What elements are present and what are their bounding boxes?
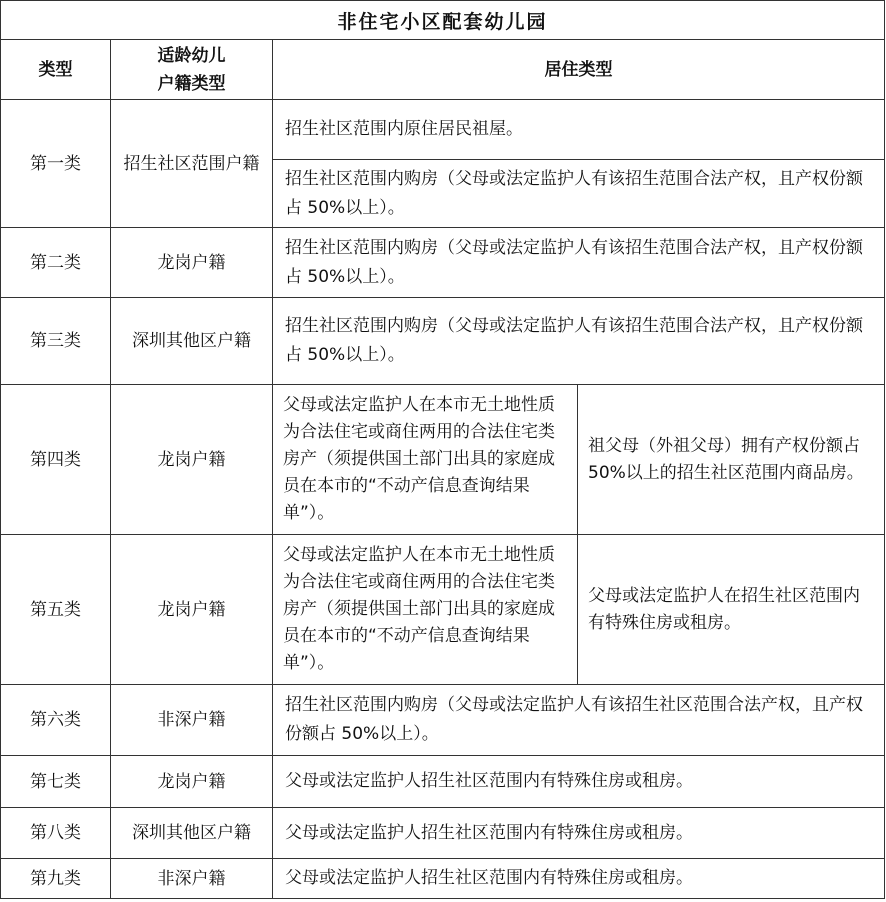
row-type: 第九类: [1, 859, 111, 899]
table-row: [1, 298, 885, 385]
row-residence: 父母或法定监护人招生社区范围内有特殊住房或租房。: [273, 756, 885, 808]
row-residence: 招生社区范围内购房（父母或法定监护人有该招生范围合法产权，且产权份额占 50%以上）。: [273, 298, 885, 385]
header-household: 适龄幼儿 户籍类型: [111, 40, 273, 100]
row-type: 第一类: [1, 100, 111, 228]
row-residence-right: 父母或法定监护人在招生社区范围内有特殊住房或租房。: [578, 535, 885, 685]
table-row: [1, 385, 885, 535]
table-title: 非住宅小区配套幼儿园: [1, 1, 885, 40]
row-household: 非深户籍: [111, 685, 273, 756]
row-household: 深圳其他区户籍: [111, 298, 273, 385]
row-residence: 招生社区范围内购房（父母或法定监护人有该招生社区范围合法产权，且产权份额占 50%以上）。: [273, 685, 885, 756]
row-type: 第五类: [1, 535, 111, 685]
table-row: [1, 685, 885, 756]
table-row: [1, 228, 885, 298]
row-household: 龙岗户籍: [111, 385, 273, 535]
row-household: 龙岗户籍: [111, 535, 273, 685]
row-type: 第六类: [1, 685, 111, 756]
table-row: [1, 100, 885, 160]
row-household: 深圳其他区户籍: [111, 808, 273, 859]
row-type: 第二类: [1, 228, 111, 298]
row-residence-left: 父母或法定监护人在本市无土地性质为合法住宅或商住两用的合法住宅类房产（须提供国土部门出具的家庭成员在本市的“不动产信息查询结果单”）。: [273, 385, 578, 535]
table-row: [1, 859, 885, 899]
row-residence: 父母或法定监护人招生社区范围内有特殊住房或租房。: [273, 859, 885, 899]
row-household: 招生社区范围户籍: [111, 100, 273, 228]
row-residence: 招生社区范围内原住居民祖屋。: [273, 100, 885, 160]
title-row: [1, 1, 885, 40]
row-type: 第四类: [1, 385, 111, 535]
table-row: [1, 535, 885, 685]
row-household: 龙岗户籍: [111, 756, 273, 808]
table-row: [1, 756, 885, 808]
row-household: 龙岗户籍: [111, 228, 273, 298]
row-residence: 招生社区范围内购房（父母或法定监护人有该招生范围合法产权，且产权份额占 50%以上）。: [273, 160, 885, 228]
header-type: 类型: [1, 40, 111, 100]
row-residence-right: 祖父母（外祖父母）拥有产权份额占 50%以上的招生社区范围内商品房。: [578, 385, 885, 535]
row-residence-left: 父母或法定监护人在本市无土地性质为合法住宅或商住两用的合法住宅类房产（须提供国土部门出具的家庭成员在本市的“不动产信息查询结果单”）。: [273, 535, 578, 685]
table-row: [1, 808, 885, 859]
row-residence: 父母或法定监护人招生社区范围内有特殊住房或租房。: [273, 808, 885, 859]
row-residence: 招生社区范围内购房（父母或法定监护人有该招生范围合法产权，且产权份额占 50%以上）。: [273, 228, 885, 298]
row-type: 第八类: [1, 808, 111, 859]
row-type: 第三类: [1, 298, 111, 385]
header-row: [1, 40, 885, 100]
row-household: 非深户籍: [111, 859, 273, 899]
row-type: 第七类: [1, 756, 111, 808]
header-residence: 居住类型: [273, 40, 885, 100]
